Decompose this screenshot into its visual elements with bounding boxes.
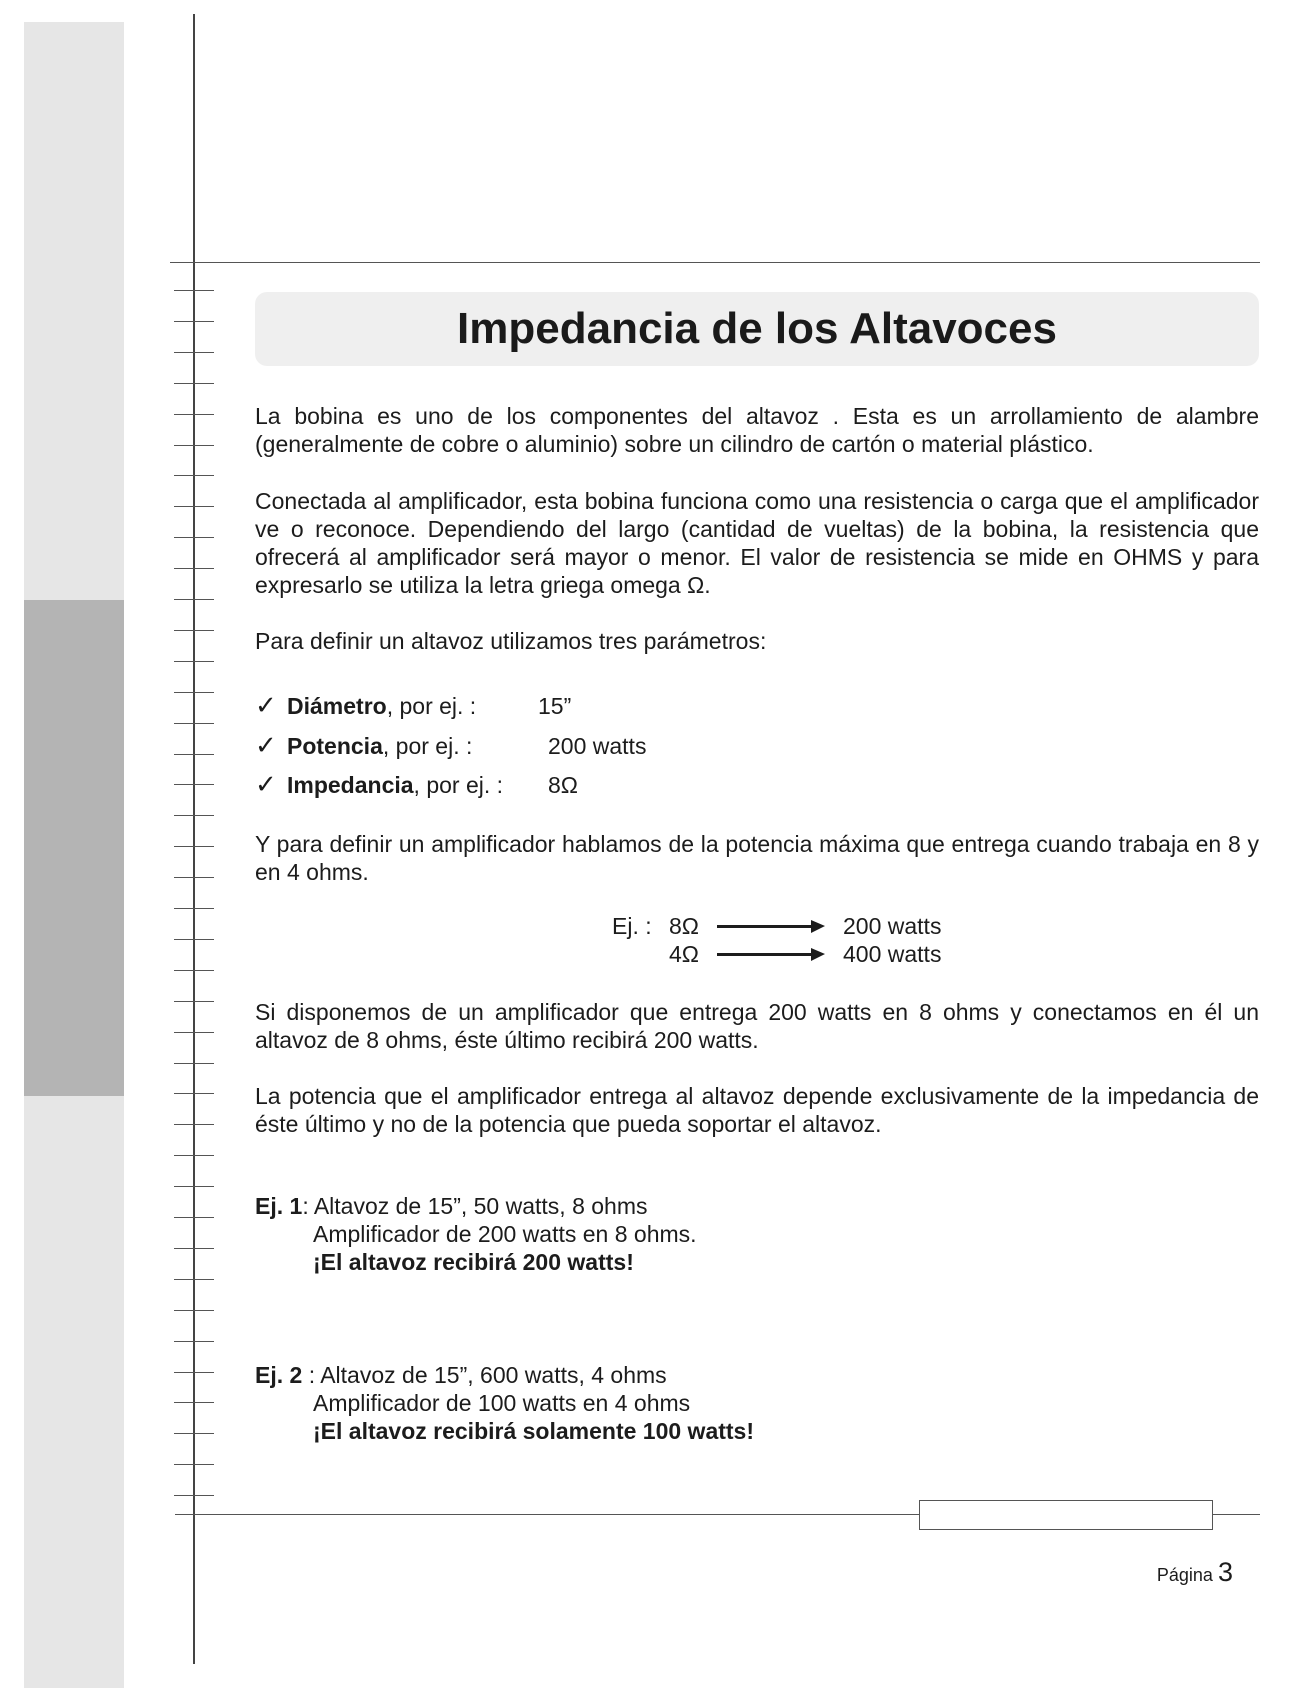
example-separator: :	[302, 1193, 309, 1219]
checklist-item-potencia	[255, 731, 647, 761]
amp-example-power-2: 400 watts	[843, 941, 942, 967]
ruler-tick	[174, 1248, 214, 1249]
ruler-tick	[174, 475, 214, 476]
paragraph-2-block	[255, 487, 1259, 599]
ruler-tick	[174, 1124, 214, 1125]
footer-box	[919, 1500, 1213, 1530]
checklist-value: 15”	[538, 693, 572, 719]
ruler-tick	[174, 1495, 214, 1496]
paragraph-4-block	[255, 830, 1259, 886]
example-separator: :	[302, 1362, 316, 1388]
checklist-suffix: , por ej. :	[413, 772, 504, 798]
paragraph-1: La bobina es uno de los componentes del altavoz . Esta es un arrollamiento de alambre (generalmente de cobre o aluminio) sobre un cilindro de cartón o material plástico.	[255, 403, 1259, 457]
ruler-tick	[174, 321, 214, 322]
ruler-tick	[174, 908, 214, 909]
checklist-term: Potencia	[287, 733, 383, 759]
amp-example-prefix: Ej. :	[612, 913, 652, 939]
ruler-tick	[174, 352, 214, 353]
checklist-term: Diámetro	[287, 693, 387, 719]
checklist-suffix: , por ej. :	[386, 693, 477, 719]
ruler-tick	[174, 939, 214, 940]
ruler-tick	[174, 506, 214, 507]
ruler-tick	[174, 1093, 214, 1094]
side-tab-marker	[24, 600, 124, 1096]
arrow-icon	[717, 925, 821, 928]
checklist-value: 8Ω	[548, 772, 578, 798]
amp-example-power-1: 200 watts	[843, 913, 942, 939]
example-line-1: Altavoz de 15”, 600 watts, 4 ohms	[320, 1362, 667, 1388]
page-number-value: 3	[1217, 1557, 1233, 1587]
example-1	[255, 1192, 648, 1220]
ruler-tick	[174, 1433, 214, 1434]
ruler-tick	[174, 1341, 214, 1342]
ruler-tick	[174, 1372, 214, 1373]
example-1-line-2: Amplificador de 200 watts en 8 ohms.	[313, 1221, 697, 1247]
ruler-tick	[174, 1155, 214, 1156]
example-label: Ej. 2	[255, 1362, 303, 1388]
paragraph-6: La potencia que el amplificador entrega al altavoz depende exclusivamente de la impedancia de éste último y no de la potencia que pueda soportar el altavoz.	[255, 1083, 1259, 1137]
example-line-1: Altavoz de 15”, 50 watts, 8 ohms	[313, 1193, 648, 1219]
ruler-tick	[174, 877, 214, 878]
paragraph-3: Para definir un altavoz utilizamos tres parámetros:	[255, 628, 767, 654]
ruler-tick	[174, 1402, 214, 1403]
paragraph-3-block	[255, 627, 1259, 655]
check-icon: ✓	[255, 731, 277, 761]
title-banner	[255, 292, 1259, 366]
ruler-tick	[174, 661, 214, 662]
arrow-icon	[717, 953, 821, 956]
page-title: Impedancia de los Altavoces	[457, 304, 1057, 353]
paragraph-5: Si disponemos de un amplificador que entrega 200 watts en 8 ohms y conectamos en él un altavoz de 8 ohms, éste último recibirá 200 watts.	[255, 999, 1259, 1053]
example-2	[255, 1361, 667, 1389]
header-rule	[170, 262, 1260, 263]
paragraph-6-block	[255, 1082, 1259, 1138]
ruler-tick	[174, 754, 214, 755]
ruler-tick	[174, 1063, 214, 1064]
page-number	[1157, 1557, 1233, 1588]
ruler-tick	[174, 1310, 214, 1311]
paragraph-2: Conectada al amplificador, esta bobina funciona como una resistencia o carga que el amplificador ve o reconoce. Dependiendo del largo (cantidad de vueltas) de la bobina, la resistencia que ofrecerá al amplificador será mayor o menor. El valor de resistencia se mide en OHMS y para expresarlo se utiliza la letra griega omega Ω.	[255, 488, 1259, 598]
ruler-tick	[174, 599, 214, 600]
checklist-item-diametro	[255, 691, 572, 721]
ruler-tick	[174, 568, 214, 569]
ruler-tick	[174, 1186, 214, 1187]
ruler-ticks	[174, 290, 214, 1470]
ruler-tick	[174, 290, 214, 291]
ruler-tick	[174, 1217, 214, 1218]
page-label: Página	[1156, 1565, 1213, 1585]
check-icon: ✓	[255, 691, 277, 721]
ruler-tick	[174, 1464, 214, 1465]
ruler-tick	[174, 1001, 214, 1002]
checklist-item-impedancia	[255, 770, 578, 800]
ruler-tick	[174, 846, 214, 847]
ruler-tick	[174, 383, 214, 384]
ruler-tick	[174, 1032, 214, 1033]
checklist-value: 200 watts	[548, 733, 647, 759]
ruler-tick	[174, 537, 214, 538]
ruler-tick	[174, 630, 214, 631]
ruler-tick	[174, 692, 214, 693]
example-1-conclusion: ¡El altavoz recibirá 200 watts!	[313, 1249, 634, 1275]
ruler-tick	[174, 815, 214, 816]
check-icon: ✓	[255, 770, 277, 800]
example-2-line-2: Amplificador de 100 watts en 4 ohms	[313, 1390, 691, 1416]
paragraph-1-block	[255, 402, 1259, 458]
ruler-tick	[174, 1279, 214, 1280]
ruler-tick	[174, 445, 214, 446]
ruler-tick	[174, 723, 214, 724]
paragraph-5-block	[255, 998, 1259, 1054]
checklist-suffix: , por ej. :	[382, 733, 473, 759]
paragraph-4: Y para definir un amplificador hablamos de la potencia máxima que entrega cuando trabaja en 8 y en 4 ohms.	[255, 831, 1259, 885]
example-2-conclusion: ¡El altavoz recibirá solamente 100 watts!	[313, 1418, 755, 1444]
ruler-tick	[174, 970, 214, 971]
example-label: Ej. 1	[255, 1193, 303, 1219]
amp-example-impedance-2: 4Ω	[669, 941, 699, 967]
amp-example-impedance-1: 8Ω	[669, 913, 699, 939]
checklist-term: Impedancia	[287, 772, 414, 798]
ruler-tick	[174, 784, 214, 785]
ruler-tick	[174, 414, 214, 415]
